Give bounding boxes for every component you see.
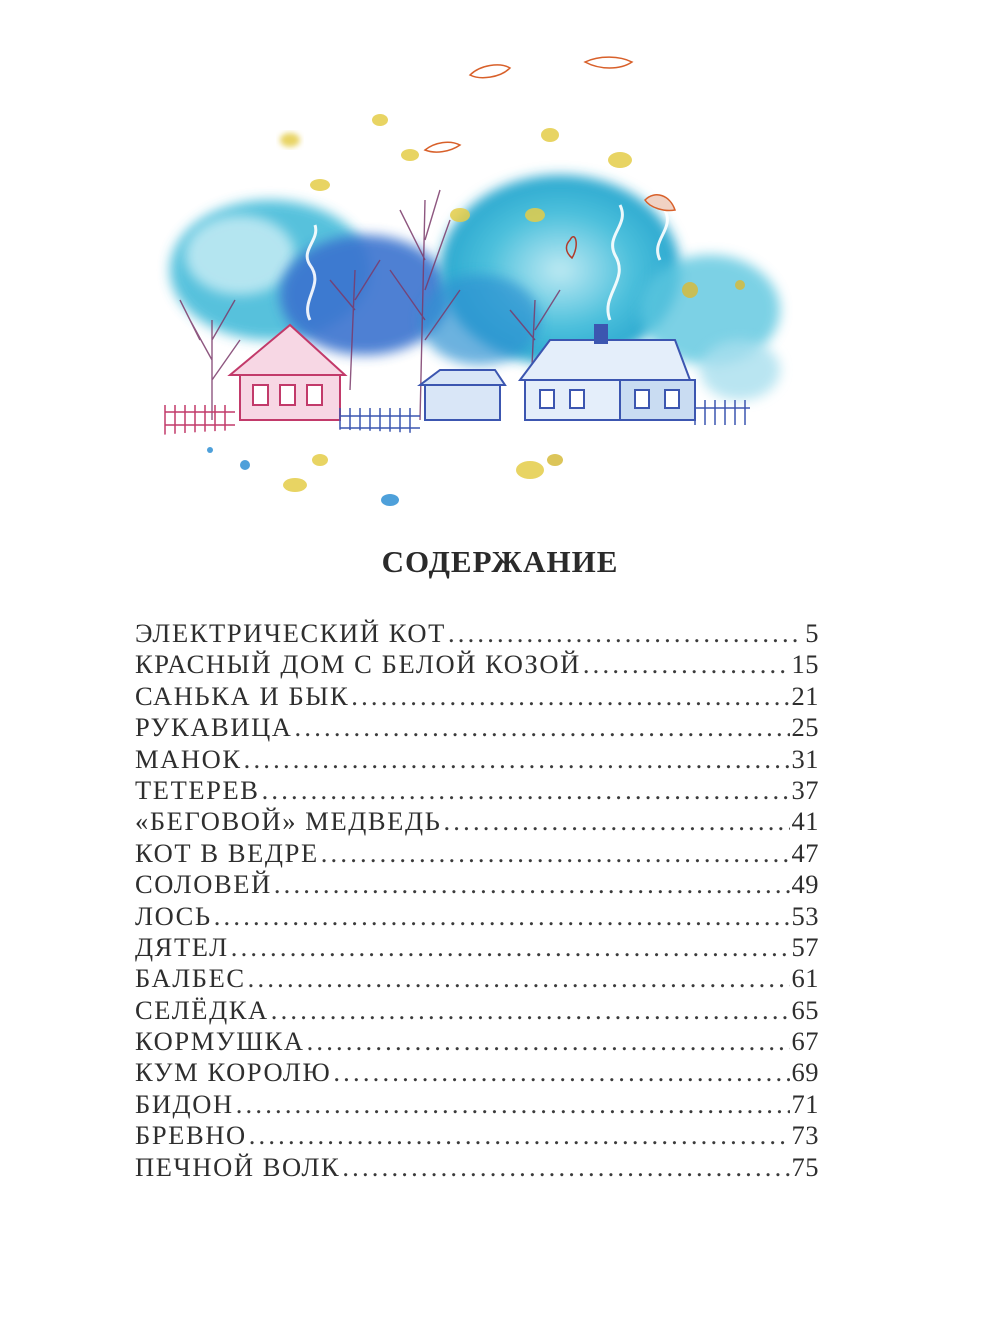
toc-entry <box>135 712 819 743</box>
toc-entry <box>135 932 819 963</box>
toc-dot-leader <box>351 681 789 712</box>
toc-entry-title: КОРМУШКА <box>135 1026 305 1057</box>
toc-entry-title: СОЛОВЕЙ <box>135 869 272 900</box>
toc-entry <box>135 806 819 837</box>
toc-entry-title: СЕЛЁДКА <box>135 994 269 1025</box>
toc-entry-title: БРЕВНО <box>135 1120 247 1151</box>
toc-entry-title: «БЕГОВОЙ» МЕДВЕДЬ <box>135 806 442 837</box>
toc-entry-page-number: 15 <box>791 649 819 680</box>
toc-entry-title: РУКАВИЦА <box>135 712 293 743</box>
toc-entry-page-number: 5 <box>805 618 819 648</box>
toc-entry <box>135 963 819 994</box>
toc-dot-leader <box>231 932 790 963</box>
toc-entry <box>135 744 819 775</box>
page-title: СОДЕРЖАНИЕ <box>381 544 619 579</box>
toc-dot-leader <box>443 806 789 837</box>
toc-entry <box>135 1152 819 1183</box>
toc-dot-leader <box>342 1152 789 1183</box>
toc-entry <box>135 1120 819 1151</box>
toc-entry <box>135 618 819 649</box>
toc-entry-page-number: 69 <box>791 1057 819 1088</box>
toc-entry-page-number: 37 <box>791 774 819 805</box>
toc-entry-title: КРАСНЫЙ ДОМ С БЕЛОЙ КОЗОЙ <box>135 649 581 680</box>
toc-entry-page-number: 75 <box>791 1151 819 1182</box>
toc-entry-title: САНЬКА И БЫК <box>135 680 350 711</box>
toc-entry-page-number: 21 <box>791 680 819 711</box>
toc-entry-page-number: 61 <box>791 963 819 994</box>
toc-dot-leader <box>274 869 790 900</box>
toc-entry-title: ЛОСЬ <box>135 900 212 931</box>
toc-entry-title: КОТ В ВЕДРЕ <box>135 837 319 868</box>
toc-entry <box>135 1089 819 1120</box>
toc-entry <box>135 1057 819 1088</box>
toc-entry-page-number: 73 <box>791 1120 819 1151</box>
toc-dot-leader <box>295 712 790 743</box>
toc-entry <box>135 1026 819 1057</box>
toc-entry <box>135 995 819 1026</box>
toc-entry-title: БАЛБЕС <box>135 963 246 994</box>
toc-entry-page-number: 31 <box>791 743 819 774</box>
toc-dot-leader <box>236 1089 790 1120</box>
toc-entry-page-number: 57 <box>791 931 819 962</box>
toc-entry-page-number: 47 <box>791 837 819 868</box>
toc-entry <box>135 775 819 806</box>
toc-entry-title: ЭЛЕКТРИЧЕСКИЙ КОТ <box>135 618 446 648</box>
toc-entry-page-number: 53 <box>791 900 819 931</box>
toc-dot-leader <box>583 649 790 680</box>
toc-entry-page-number: 41 <box>791 806 819 837</box>
snow-ground <box>160 429 790 444</box>
toc-dot-leader <box>333 1057 789 1088</box>
toc-dot-leader <box>248 963 790 994</box>
table-of-contents <box>135 618 819 1183</box>
toc-dot-leader <box>321 838 790 869</box>
toc-entry-title: ПЕЧНОЙ ВОЛК <box>135 1151 341 1182</box>
middle-house <box>420 370 505 420</box>
toc-entry-page-number: 25 <box>791 712 819 743</box>
toc-entry <box>135 838 819 869</box>
toc-entry <box>135 681 819 712</box>
toc-entry-title: МАНОК <box>135 743 242 774</box>
toc-entry <box>135 869 819 900</box>
toc-entry-title: ДЯТЕЛ <box>135 931 229 962</box>
toc-entry-title: ТЕТЕРЕВ <box>135 774 260 805</box>
toc-dot-leader <box>271 995 790 1026</box>
toc-entry-page-number: 49 <box>791 869 819 900</box>
toc-entry-title: БИДОН <box>135 1088 234 1119</box>
toc-entry-title: КУМ КОРОЛЮ <box>135 1057 332 1088</box>
toc-entry-page-number: 71 <box>791 1088 819 1119</box>
toc-dot-leader <box>262 775 790 806</box>
toc-dot-leader <box>214 901 790 932</box>
toc-dot-leader <box>249 1120 790 1151</box>
toc-dot-leader <box>307 1026 790 1057</box>
toc-entry <box>135 649 819 680</box>
toc-entry-page-number: 67 <box>791 1026 819 1057</box>
village-watercolor-illustration <box>150 40 800 520</box>
toc-entry-page-number: 65 <box>791 994 819 1025</box>
toc-dot-leader <box>244 744 790 775</box>
toc-entry <box>135 901 819 932</box>
toc-dot-leader <box>448 618 803 649</box>
